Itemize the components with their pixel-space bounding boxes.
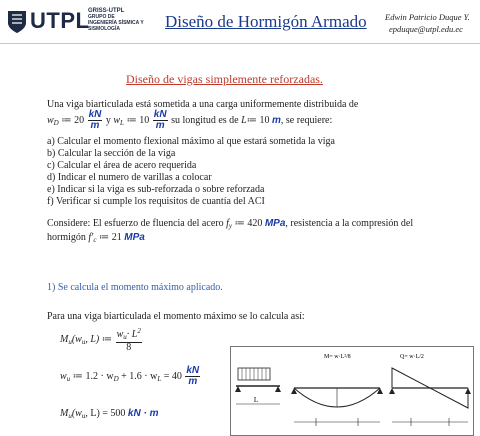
- requirement-item: e) Indicar si la viga es sub-reforzada o sobre reforzada: [47, 184, 265, 195]
- eq-symbol: w: [60, 370, 67, 382]
- consider-text-3: hormigón: [47, 232, 86, 243]
- logo-sub-line: GRISS-UTPL: [88, 8, 125, 14]
- eq-subscript: u: [68, 412, 72, 420]
- logo-sub-line: SISMOLOGÍA: [88, 26, 120, 32]
- length-symbol: L: [241, 114, 247, 126]
- fc-subscript: c: [93, 236, 97, 244]
- moment-equation: [60, 326, 143, 353]
- eq-subscript: D: [113, 374, 119, 383]
- length-text: su longitud es de: [171, 114, 239, 126]
- logo-sub-line: INGENIERÍA SÍSMICA Y: [88, 20, 144, 26]
- eq-rhs: ≔ 1.2 · w: [72, 370, 114, 382]
- author-name: Edwin Patricio Duque Y.: [385, 12, 470, 22]
- header-divider: [0, 43, 480, 44]
- fy-unit: MPa: [264, 218, 286, 229]
- eq-subscript: L: [157, 374, 162, 383]
- utpl-crest-icon: [6, 9, 28, 35]
- num-rest: · L: [126, 329, 138, 340]
- fy-symbol: f: [226, 218, 229, 229]
- span-label: L: [253, 396, 259, 404]
- intro-line-1: Una viga biarticulada está sometida a una carga uniformemente distribuida de: [47, 99, 359, 110]
- fraction-denominator: 8: [126, 342, 132, 353]
- requirement-item: f) Verificar si cumple los requisitos de cuantía del ACI: [47, 196, 265, 207]
- wl-value: ≔ 10: [126, 114, 150, 126]
- eq-args: (w: [71, 408, 82, 419]
- eq-args-end: , L) ≔: [85, 333, 113, 345]
- length-value: ≔ 10: [246, 114, 270, 126]
- wd-value: ≔ 20: [61, 114, 85, 126]
- moment-unit: kN · m: [127, 408, 159, 419]
- unit-numerator: kN: [186, 365, 200, 376]
- wl-symbol: w: [113, 114, 121, 126]
- moment-intro: Para una viga biarticulada el momento máximo se lo calcula así:: [47, 311, 305, 322]
- logo-sub-line: GRUPO DE: [88, 14, 115, 20]
- unit-denominator: m: [155, 120, 165, 131]
- author-email[interactable]: epduque@utpl.edu.ec: [389, 24, 463, 34]
- unit-numerator: kN: [153, 109, 167, 120]
- load-unit: [185, 366, 200, 387]
- conjunction: y: [105, 114, 111, 126]
- intro-tail: , se requiere:: [280, 114, 333, 126]
- load-equation: [60, 366, 201, 387]
- fc-unit: MPa: [124, 232, 145, 243]
- fy-value: ≔ 420: [234, 218, 263, 229]
- num-subscript: u: [123, 333, 127, 341]
- requirement-item: c) Calcular el área de acero requerida: [47, 160, 197, 171]
- wd-subscript: D: [53, 118, 59, 127]
- moment-fraction: [116, 326, 142, 353]
- beam-diagrams: [230, 346, 474, 436]
- wd-unit: [88, 110, 103, 131]
- step-heading: 1) Se calcula el momento máximo aplicado.: [47, 282, 223, 293]
- section-title: Diseño de vigas simplemente reforzadas.: [126, 72, 323, 86]
- length-unit: m: [272, 114, 281, 126]
- consider-text-2: , resistencia a la compresión del: [285, 218, 414, 229]
- eq-args: (w: [71, 333, 82, 345]
- consider-line-2: [47, 232, 145, 246]
- wl-unit: [153, 110, 168, 131]
- fc-value: ≔ 21: [98, 232, 122, 243]
- consider-line-1: [47, 218, 413, 232]
- logo-wordmark: UTPL: [30, 8, 90, 33]
- utpl-logo: [6, 6, 144, 40]
- eq-subscript: u: [68, 337, 72, 346]
- wd-symbol: w: [47, 114, 54, 126]
- num-symbol: w: [116, 329, 124, 340]
- fraction-numerator: [116, 326, 142, 343]
- fc-symbol: f': [88, 232, 94, 243]
- eq-rhs-mid: + 1.6 · w: [118, 370, 158, 382]
- moment-result: [60, 408, 158, 422]
- requirement-item: b) Calcular la sección de la viga: [47, 148, 176, 159]
- unit-denominator: m: [90, 120, 100, 131]
- requirement-item: a) Calcular el momento flexional máximo al que estará sometida la viga: [47, 136, 335, 147]
- consider-text: Considere: El esfuerzo de fluencia del acero: [47, 218, 224, 229]
- fy-subscript: y: [228, 222, 232, 230]
- requirement-item: d) Indicar el numero de varillas a colocar: [47, 172, 212, 183]
- eq-subscript: u: [66, 374, 71, 383]
- eq-symbol: M: [60, 408, 69, 419]
- page-title: Diseño de Hormigón Armado: [165, 12, 367, 31]
- eq-symbol: M: [60, 333, 69, 345]
- wl-subscript: L: [120, 118, 124, 127]
- eq-subscript: u: [81, 412, 86, 420]
- shear-formula-label: Q= w·L/2: [400, 354, 424, 360]
- unit-numerator: kN: [88, 109, 102, 120]
- intro-line-2: [47, 110, 332, 131]
- logo-subtitle: [88, 8, 158, 32]
- eq-result: , L) = 500: [85, 408, 126, 419]
- moment-formula-label: M= w·L²/8: [324, 354, 351, 360]
- unit-denominator: m: [188, 376, 198, 387]
- eq-result: = 40: [161, 370, 182, 382]
- eq-subscript: u: [81, 337, 86, 346]
- num-exponent: 2: [137, 327, 141, 335]
